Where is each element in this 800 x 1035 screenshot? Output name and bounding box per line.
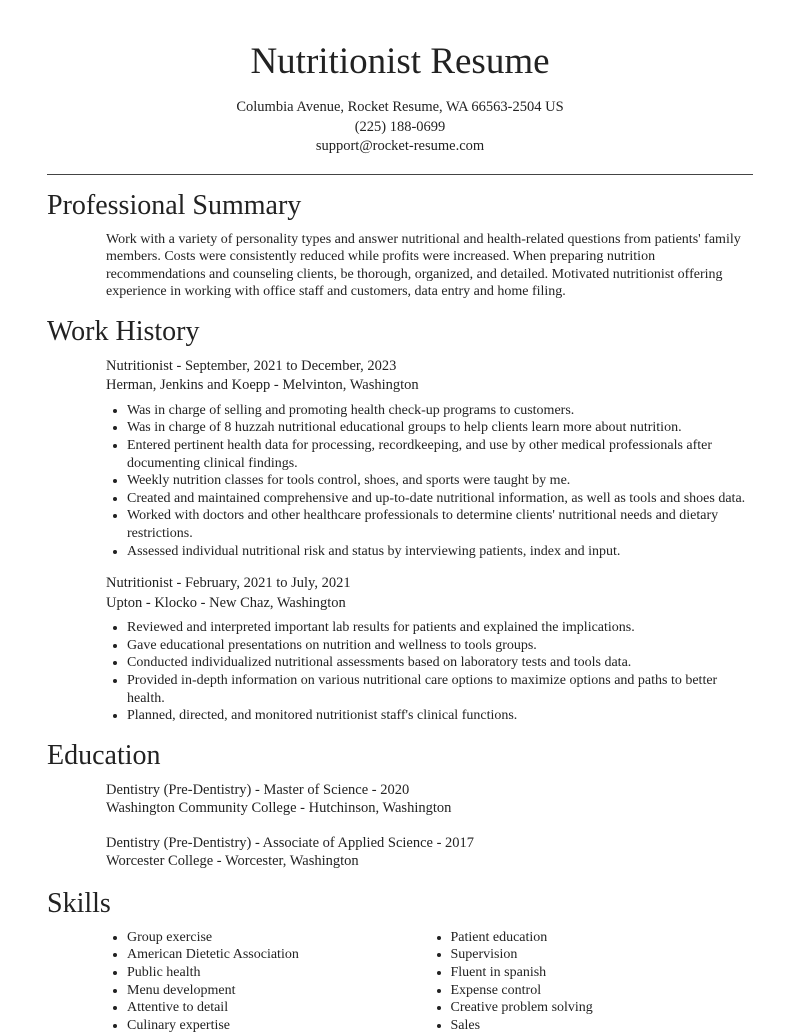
skill-item: • Creative problem solving [451,999,754,1017]
skill-item: • Public health [127,964,430,982]
list-item: • Gave educational presentations on nutrition and wellness to tools groups. [127,637,753,655]
education-entry [106,834,753,871]
skill-item: • American Dietetic Association [127,946,430,964]
job-company: Herman, Jenkins and Koepp - Melvinton, Washington [106,377,419,394]
job-entry [106,357,753,560]
list-item: • Reviewed and interpreted important lab results for patients and explained the implications. [127,619,753,637]
section-heading-skills: Skills [47,887,111,919]
list-item: • Was in charge of 8 huzzah nutritional educational groups to help clients learn more about nutrition. [127,419,753,437]
job-title: Nutritionist - September, 2021 to December, 2023 [106,357,397,374]
address: Columbia Avenue, Rocket Resume, WA 66563-2504 US [236,99,564,115]
skills-column-right [430,929,754,1035]
list-item: • Provided in-depth information on various nutritional care options to maximize options and paths to better health. [127,672,753,707]
skill-item: • Menu development [127,982,430,1000]
skills-list [47,929,753,1035]
phone: (225) 188-0699 [354,118,446,135]
section-heading-education: Education [47,739,161,771]
list-item: • Created and maintained comprehensive and up-to-date nutritional information, as well as tools and shoes data. [127,490,753,508]
skill-item: • Fluent in spanish [451,964,754,982]
section-heading-summary: Professional Summary [47,189,302,221]
school: Worcester College - Worcester, Washington [106,853,359,870]
section-heading-work: Work History [47,315,200,347]
email: support@rocket-resume.com [315,138,485,154]
job-bullets [106,619,753,725]
skills-column-left [106,929,430,1035]
job-title: Nutritionist - February, 2021 to July, 2021 [106,575,351,592]
degree: Dentistry (Pre-Dentistry) - Master of Science - 2020 [106,781,410,798]
education-entry [106,781,753,818]
job-company: Upton - Klocko - New Chaz, Washington [106,594,346,611]
list-item: • Was in charge of selling and promoting health check-up programs to customers. [127,402,753,420]
summary-text: Work with a variety of personality types and answer nutritional and health-related questions from patients' family members. Costs were consistently reduced while profits were increased. When preparing nutrition recommendations and counseling clients, be thorough, organized, and detailed. Motivated nutritionist offering experience in working with office staff and customers, data entry and home filing. [106,231,741,300]
list-item: • Assessed individual nutritional risk and status by interviewing patients, index and input. [127,543,753,561]
skill-item: • Group exercise [127,929,430,947]
job-entry [106,574,753,725]
job-bullets [106,402,753,560]
list-item: • Weekly nutrition classes for tools control, shoes, and sports were taught by me. [127,472,753,490]
skill-item: • Sales [451,1017,754,1035]
list-item: • Planned, directed, and monitored nutritionist staff's clinical functions. [127,707,753,725]
degree: Dentistry (Pre-Dentistry) - Associate of Applied Science - 2017 [106,834,475,851]
list-item: • Conducted individualized nutritional assessments based on laboratory tests and tools data. [127,654,753,672]
header-divider [47,174,753,175]
skill-item: • Culinary expertise [127,1017,430,1035]
work-history [47,357,753,725]
school: Washington Community College - Hutchinson, Washington [106,800,452,817]
list-item: • Worked with doctors and other healthcare professionals to determine clients' nutritional needs and dietary restrictions. [127,507,753,542]
resume-header [47,0,753,157]
resume-title: Nutritionist Resume [250,41,550,82]
list-item: • Entered pertinent health data for processing, recordkeeping, and use by other medical professionals after documenting clinical findings. [127,437,753,472]
skill-item: • Supervision [451,946,754,964]
skill-item: • Attentive to detail [127,999,430,1017]
education-list [47,781,753,871]
skill-item: • Patient education [451,929,754,947]
contact-info [47,98,753,157]
skill-item: • Expense control [451,982,754,1000]
